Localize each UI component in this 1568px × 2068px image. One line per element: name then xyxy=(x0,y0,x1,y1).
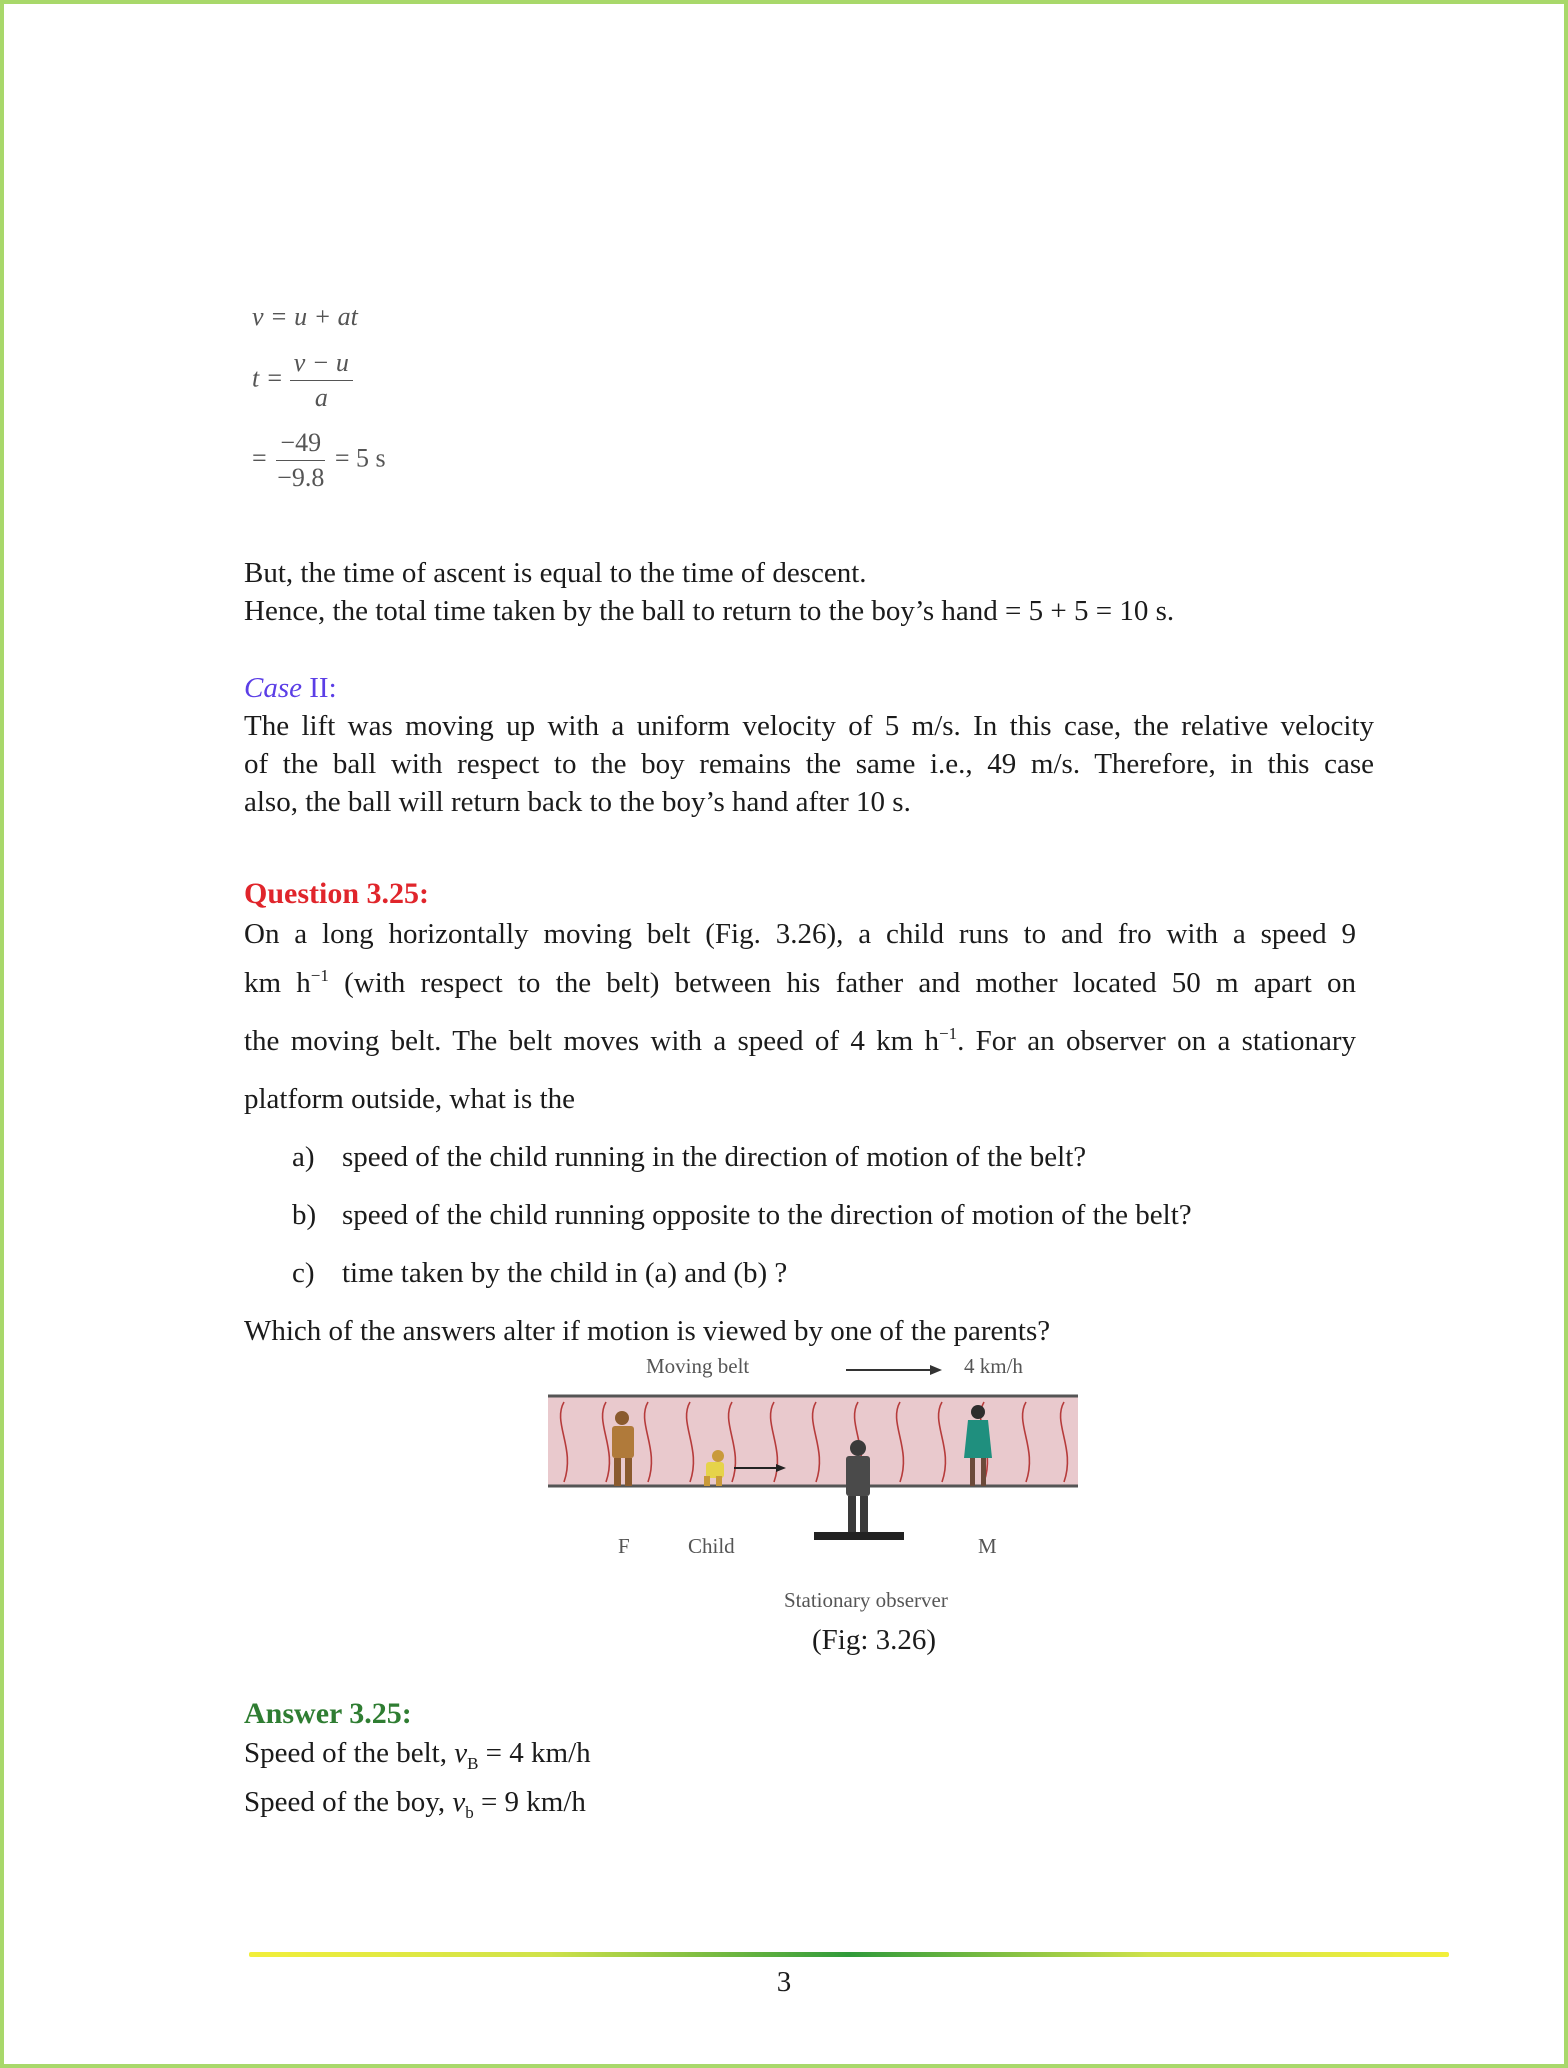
paragraph-line xyxy=(244,1012,1356,1070)
figure-caption: (Fig: 3.26) xyxy=(812,1624,937,1656)
answer-line xyxy=(244,1734,591,1783)
fraction-numerator: −49 xyxy=(276,428,325,461)
text-run: = 9 km/h xyxy=(473,1785,586,1818)
list-marker: c) xyxy=(292,1257,315,1289)
fraction-t xyxy=(290,348,353,413)
answer-section xyxy=(244,1694,591,1832)
text-run: Speed of the belt, xyxy=(244,1737,455,1769)
equation-v-u-at xyxy=(252,302,358,332)
list-item-text: speed of the child running opposite to the direction of motion of the belt? xyxy=(342,1199,1192,1231)
variable: v xyxy=(454,1737,468,1769)
belt-direction-arrow-icon xyxy=(844,1362,944,1378)
child-label: Child xyxy=(688,1534,735,1558)
paragraph-line xyxy=(244,954,1356,1012)
paragraph-line: platform outside, what is the xyxy=(244,1083,576,1115)
page-number: 3 xyxy=(776,1966,792,1998)
paragraph-line: But, the time of ascent is equal to the time of descent. xyxy=(244,557,867,589)
equation-text: v = u + at xyxy=(252,302,358,331)
fraction-denominator: −9.8 xyxy=(277,463,325,492)
text-run: (with respect to the belt) between his father and mother located 50 m apart on xyxy=(328,967,1356,999)
text-run: km h xyxy=(244,967,311,999)
footer-divider xyxy=(249,1946,1449,1954)
list-marker: b) xyxy=(292,1199,317,1231)
superscript: −1 xyxy=(939,1023,958,1043)
list-item-text: time taken by the child in (a) and (b) ? xyxy=(342,1257,788,1289)
fraction-calc xyxy=(273,428,328,493)
equation-calc xyxy=(252,428,386,493)
case-heading-italic: Case xyxy=(244,672,302,704)
list-item xyxy=(292,1128,1356,1186)
text-run: Speed of the boy, xyxy=(244,1785,453,1818)
question-section xyxy=(244,874,1356,1360)
fraction-denominator: a xyxy=(314,383,328,412)
father-label: F xyxy=(618,1534,630,1558)
case2-heading xyxy=(244,669,1374,707)
mother-label: M xyxy=(978,1534,997,1558)
answer-line xyxy=(244,1783,591,1832)
paragraph-line: On a long horizontally moving belt (Fig. 3.26), a child runs to and fro with a speed 9 xyxy=(244,918,1356,950)
question-heading: Question 3.25: xyxy=(244,877,430,910)
case2-section xyxy=(244,669,1374,821)
text-run: . For an observer on a stationary xyxy=(957,1025,1356,1057)
list-item-text: speed of the child running in the direction of motion of the belt? xyxy=(342,1141,1087,1173)
paragraph-line: The lift was moving up with a uniform velocity of 5 m/s. In this case, the relative velocity xyxy=(244,710,1374,742)
belt-label: Moving belt xyxy=(646,1354,750,1378)
list-marker: a) xyxy=(292,1141,315,1173)
case1-conclusion xyxy=(244,554,1174,630)
paragraph-line: Which of the answers alter if motion is viewed by one of the parents? xyxy=(244,1315,1051,1347)
list-item xyxy=(292,1186,1356,1244)
figure-3-26 xyxy=(544,1354,1084,1664)
answer-heading: Answer 3.25: xyxy=(244,1697,412,1730)
observer-label: Stationary observer xyxy=(784,1588,948,1612)
speed-label: 4 km/h xyxy=(964,1354,1023,1378)
paragraph-line: also, the ball will return back to the boy’s hand after 10 s. xyxy=(244,786,911,818)
equation-result: = 5 s xyxy=(334,443,386,473)
subscript: b xyxy=(465,1802,474,1822)
text-run: the moving belt. The belt moves with a speed of 4 km h xyxy=(244,1025,940,1057)
equation-t xyxy=(252,348,353,413)
superscript: −1 xyxy=(310,965,329,985)
paragraph-line: Hence, the total time taken by the ball to return to the boy’s hand = 5 + 5 = 10 s. xyxy=(244,595,1175,627)
equation-t-lhs: t = xyxy=(252,363,284,393)
variable: v xyxy=(452,1785,466,1818)
text-run: = 4 km/h xyxy=(478,1737,591,1769)
list-item xyxy=(292,1244,1356,1302)
paragraph-line: of the ball with respect to the boy remains the same i.e., 49 m/s. Therefore, in this case xyxy=(244,748,1374,780)
case-heading-number: II: xyxy=(309,672,337,704)
fraction-numerator: v − u xyxy=(290,348,353,381)
subscript: B xyxy=(467,1753,479,1773)
equals-sign: = xyxy=(252,443,267,473)
